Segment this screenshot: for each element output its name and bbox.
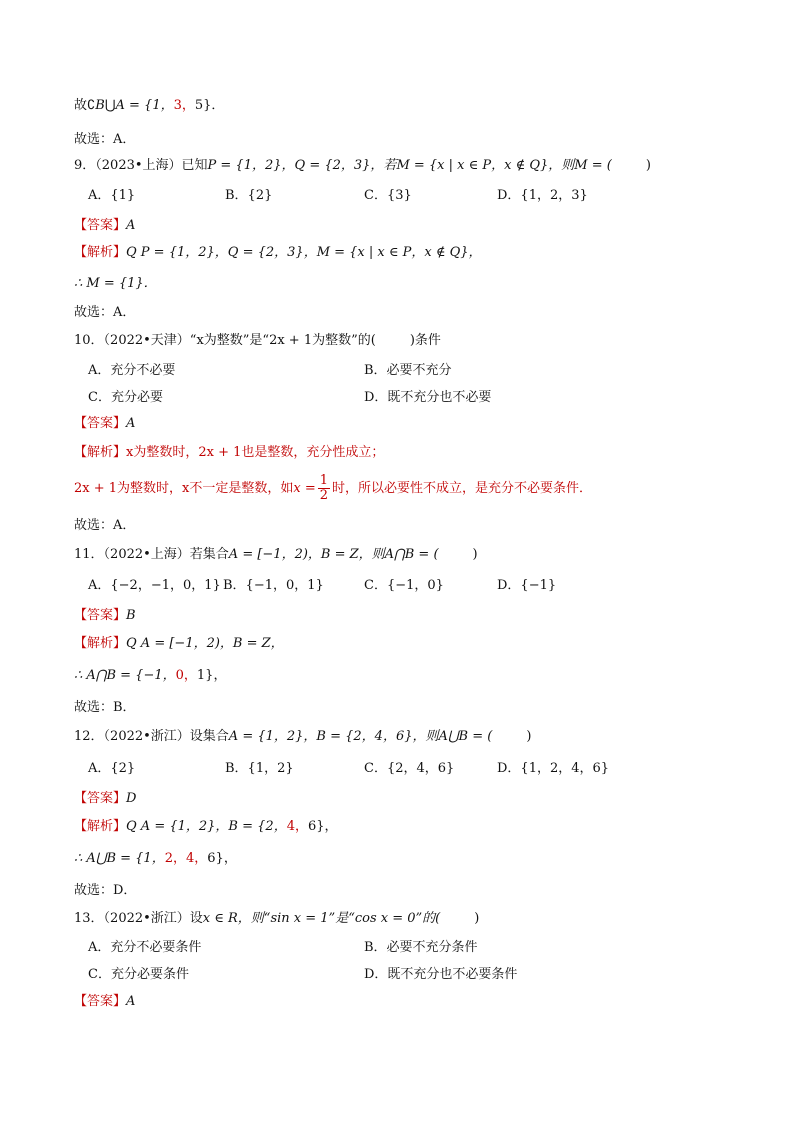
q10-option-b: B．必要不充分: [364, 363, 452, 378]
answer-tag: 【答案】: [74, 416, 127, 431]
text: A = {1，: [115, 98, 174, 113]
text: A = {1，2}，B = {2，4，6}，则: [228, 729, 439, 744]
q12-option-a: A．{2}: [88, 761, 136, 776]
analysis-tag: 【解析】: [74, 819, 127, 834]
text: ∴ M = {1}．: [74, 276, 157, 291]
text: 故选：A．: [74, 132, 136, 147]
answer-value: A: [126, 218, 136, 233]
text: 故选：A．: [74, 305, 136, 320]
text: B = (: [404, 547, 439, 562]
answer-tag: 【答案】: [74, 608, 127, 623]
q11-option-a: A．{−2，−1，0，1}: [88, 578, 221, 593]
answer-value: B: [126, 608, 136, 623]
answer-value: D: [126, 791, 137, 806]
q10-stem: [74, 332, 441, 350]
q11-analysis-2: [74, 667, 226, 685]
text: ): [645, 158, 651, 173]
q12-analysis-2: [74, 850, 237, 868]
q10-analysis: [74, 444, 384, 462]
q9-option-c: C．{3}: [364, 188, 412, 203]
text: ∴ A⋂: [74, 668, 107, 683]
text: 1}，: [196, 668, 227, 683]
q12-option-b: B．{1，2}: [225, 761, 294, 776]
q9-option-a: A．{1}: [88, 188, 136, 203]
text: ⋃: [104, 98, 116, 113]
q10-option-d: D．既不充分也不必要: [364, 390, 492, 405]
analysis-tag: 【解析】: [74, 245, 127, 260]
text: B = {−1，: [106, 668, 176, 683]
answer-value: A: [126, 416, 136, 431]
q11-option-c: C．{−1，0}: [364, 578, 444, 593]
text: B: [95, 98, 105, 113]
q9-analysis-2: [74, 275, 157, 293]
prev-selection-line: [74, 131, 135, 149]
text: 2，: [164, 851, 186, 866]
text: ): [472, 547, 478, 562]
text: 12．（2022•浙江）设集合: [74, 729, 229, 744]
text: ): [526, 729, 532, 744]
text: A⋃B = (: [438, 729, 493, 744]
q11-selection: [74, 699, 136, 717]
q13-stem: [74, 910, 479, 928]
q13-answer: [74, 993, 135, 1011]
q9-selection: [74, 304, 135, 322]
text: x =: [293, 481, 316, 496]
text: P = {1，2}，: [207, 158, 295, 173]
text: )条件: [409, 333, 441, 348]
text: 5}．: [194, 98, 225, 113]
analysis-tag: 【解析】: [74, 445, 127, 460]
q13-option-d: D．既不充分也不必要条件: [364, 967, 518, 982]
q9-stem: [74, 157, 651, 175]
text: 4，: [286, 819, 308, 834]
text: x为整数时，2x + 1也是整数，充分性成立；: [126, 445, 385, 460]
text: ∴ A⋃B = {1，: [74, 851, 165, 866]
q11-option-d: D．{−1}: [497, 578, 557, 593]
q9-analysis: [74, 244, 482, 262]
q13-option-c: C．充分必要条件: [88, 967, 189, 982]
text: 4，: [186, 851, 208, 866]
text: 11．（2022•上海）若集合: [74, 547, 229, 562]
text: 9．（2023•上海）已知: [74, 158, 208, 173]
prev-conclusion-line: [74, 97, 224, 115]
text: 10．（2022•天津）“x为整数”是“2x + 1为整数”的(: [74, 333, 376, 348]
text: 故选：A．: [74, 518, 136, 533]
text: 3，: [173, 98, 195, 113]
q11-analysis: [74, 635, 284, 653]
text: x ∈ R，则“sin x = 1”是“cos x = 0”的(: [202, 911, 441, 926]
text: 故∁: [74, 98, 96, 113]
answer-value: A: [126, 994, 136, 1009]
q11-answer: [74, 607, 136, 625]
analysis-tag: 【解析】: [74, 636, 127, 651]
text: Q A = [−1，2)，B = Z，: [126, 636, 284, 651]
fraction: [318, 474, 330, 503]
q10-option-a: A．充分不必要: [88, 363, 176, 378]
text: Q P = {1，2}，Q = {2，3}，M = {x | x ∈ P，x ∉ Q}，: [126, 245, 482, 260]
q12-option-d: D．{1，2，4，6}: [497, 761, 610, 776]
q10-analysis-2: [74, 474, 592, 503]
text: 6}，: [307, 819, 338, 834]
q12-stem: [74, 728, 531, 746]
q12-answer: [74, 790, 136, 808]
q13-option-a: A．充分不必要条件: [88, 940, 202, 955]
q13-option-b: B．必要不充分条件: [364, 940, 478, 955]
fraction-numerator: 1: [319, 473, 329, 488]
answer-tag: 【答案】: [74, 994, 127, 1009]
answer-tag: 【答案】: [74, 791, 127, 806]
q9-answer: [74, 217, 135, 235]
text: Q = {2，3}，若: [294, 158, 397, 173]
text: A = [−1，2)，B = Z，则: [228, 547, 385, 562]
text: Q A = {1，2}，B = {2，: [126, 819, 287, 834]
answer-tag: 【答案】: [74, 218, 127, 233]
text: 故选：D．: [74, 883, 137, 898]
text: M = (: [574, 158, 612, 173]
fraction-denominator: 2: [319, 488, 329, 503]
text: ): [474, 911, 480, 926]
text: 13．（2022•浙江）设: [74, 911, 203, 926]
q12-option-c: C．{2，4，6}: [364, 761, 455, 776]
q9-option-b: B．{2}: [225, 188, 273, 203]
text: A⋂: [384, 547, 405, 562]
q11-stem: [74, 546, 478, 564]
text: 6}，: [207, 851, 237, 866]
text: 故选：B．: [74, 700, 136, 715]
q10-selection: [74, 517, 135, 535]
q11-option-b: B．{−1，0，1}: [223, 578, 324, 593]
text: M = {x | x ∈ P，x ∉ Q}，则: [396, 158, 575, 173]
q10-option-c: C．充分必要: [88, 390, 163, 405]
q12-selection: [74, 882, 136, 900]
q12-analysis: [74, 818, 338, 836]
q9-option-d: D．{1，2，3}: [497, 188, 588, 203]
text: 时，所以必要性不成立，是充分不必要条件．: [332, 481, 593, 496]
q10-answer: [74, 415, 135, 433]
text: 2x + 1为整数时，x不一定是整数，如: [74, 481, 294, 496]
text: 0，: [175, 668, 197, 683]
